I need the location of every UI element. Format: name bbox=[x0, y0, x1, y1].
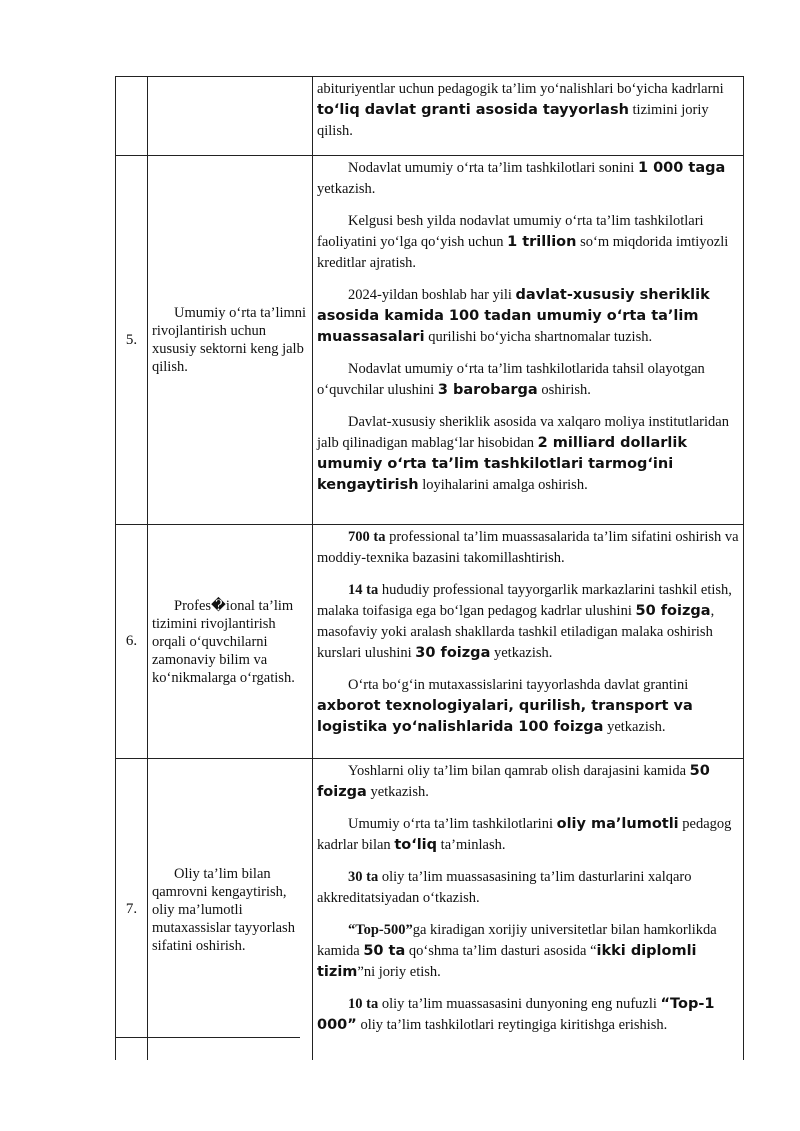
task-highlight: 50 ta bbox=[363, 943, 406, 959]
goal-cell bbox=[148, 525, 313, 759]
task-text: ta’minlash. bbox=[437, 837, 506, 853]
task-paragraph bbox=[317, 675, 740, 738]
task-highlight: 3 barobarga bbox=[437, 382, 538, 398]
goal-text: Profes�ional ta’lim tizimini rivojlantirish orqali o‘quvchilarni zamonaviy bilim va ko‘nikmalarga o‘rgatish. bbox=[152, 597, 295, 686]
task-highlight: 30 foizga bbox=[415, 645, 491, 661]
task-highlight: axborot texnologiyalari, qurilish, transport va logistika yo‘nalishlarida 100 foizga bbox=[317, 698, 693, 735]
task-paragraph bbox=[317, 580, 740, 664]
task-highlight: 1 trillion bbox=[507, 234, 577, 250]
task-highlight: 2 milliard dollarlik umumiy o‘rta ta’lim tashkilotlari tarmog‘ini kengaytirish bbox=[317, 435, 687, 493]
task-text: professional ta’lim muassasalarida ta’lim sifatini oshirish va moddiy-texnika bazasini takomillashtirish. bbox=[317, 529, 739, 566]
task-text: Nodavlat umumiy o‘rta ta’lim tashkilotlari sonini bbox=[348, 160, 638, 176]
task-text: yetkazish. bbox=[603, 719, 666, 735]
task-text: qo‘shma ta’lim dasturi asosida “ bbox=[405, 943, 597, 959]
task-text: , masofaviy yoki aralash shakllarda tashkil etiladigan malaka oshirish kurslari ulushini bbox=[317, 603, 715, 661]
task-paragraph bbox=[317, 412, 740, 496]
goal-text: Oliy ta’lim bilan qamrovni kengaytirish, oliy ma’lumotli mutaxassislar tayyorlash sifatini oshirish. bbox=[152, 865, 295, 954]
task-text: Yoshlarni oliy ta’lim bilan qamrab olish darajasini kamida bbox=[348, 763, 690, 779]
task-text: oliy ta’lim muassasasining ta’lim dasturlarini xalqaro akkreditatsiyadan o‘tkazish. bbox=[317, 869, 692, 906]
task-text: pedagog kadrlar bilan bbox=[317, 816, 732, 853]
task-paragraph bbox=[317, 285, 740, 348]
task-highlight: 30 ta bbox=[348, 869, 379, 885]
task-text: qurilishi bo‘yicha shartnomalar tuzish. bbox=[424, 329, 653, 345]
row-number: 7. bbox=[116, 759, 148, 1061]
task-text: 2024-yildan boshlab har yili bbox=[348, 287, 516, 303]
tasks-cell bbox=[313, 156, 744, 525]
task-text: so‘m miqdorida imtiyozli kreditlar ajratish. bbox=[317, 234, 729, 271]
task-text: yetkazish. bbox=[490, 645, 553, 661]
task-highlight: 10 ta bbox=[348, 996, 379, 1012]
task-highlight: oliy ma’lumotli bbox=[556, 816, 679, 832]
table-row bbox=[116, 525, 744, 759]
task-highlight: “Top-1 000” bbox=[317, 996, 715, 1033]
goal-cell bbox=[148, 77, 313, 156]
task-text: ”ni joriy etish. bbox=[357, 964, 441, 980]
task-paragraph bbox=[317, 79, 740, 142]
task-paragraph bbox=[317, 761, 740, 803]
tasks-cell bbox=[313, 77, 744, 156]
task-highlight: 50 foizga bbox=[317, 763, 710, 800]
task-text: oshirish. bbox=[537, 382, 591, 398]
task-paragraph bbox=[317, 527, 740, 569]
goal-text: Umumiy o‘rta ta’limni rivojlantirish uchun xususiy sektorni keng jalb qilish. bbox=[152, 305, 307, 375]
table-row bbox=[116, 77, 744, 156]
tasks-cell bbox=[313, 759, 744, 1061]
strategy-table-body bbox=[116, 77, 744, 1061]
task-text: hududiy professional tayyorgarlik markazlarini tashkil etish, malaka toifasiga ega bo‘lgan pedagog kadrlar ulushini bbox=[317, 582, 732, 619]
task-text: abituriyentlar uchun pedagogik ta’lim yo‘nalishlari bo‘yicha kadrlarni bbox=[317, 81, 724, 97]
task-text: Umumiy o‘rta ta’lim tashkilotlarini bbox=[348, 816, 557, 832]
table-row bbox=[116, 759, 744, 1061]
task-text: Nodavlat umumiy o‘rta ta’lim tashkilotlarida tahsil olayotgan o‘quvchilar ulushini bbox=[317, 361, 705, 398]
strategy-table bbox=[115, 76, 744, 1060]
goal-cell bbox=[148, 759, 313, 1061]
task-text: Kelgusi besh yilda nodavlat umumiy o‘rta ta’lim tashkilotlari faoliyatini yo‘lga qo‘yish uchun bbox=[317, 213, 704, 250]
tasks-cell bbox=[313, 525, 744, 759]
task-text: yetkazish. bbox=[317, 181, 376, 197]
task-highlight: davlat-xususiy sheriklik asosida kamida 100 tadan umumiy o‘rta ta’lim muassasalari bbox=[317, 287, 710, 345]
task-text: yetkazish. bbox=[366, 784, 429, 800]
task-text: oliy ta’lim muassasasini dunyoning eng nufuzli bbox=[378, 996, 661, 1012]
task-paragraph bbox=[317, 920, 740, 983]
task-highlight: ikki diplomli tizim bbox=[317, 943, 697, 980]
task-paragraph bbox=[317, 867, 740, 909]
task-highlight: to‘liq bbox=[394, 837, 438, 853]
task-paragraph bbox=[317, 158, 740, 200]
task-text: Davlat-xususiy sheriklik asosida va xalqaro moliya institutlaridan jalb qilinadigan mablag‘lar hisobidan bbox=[317, 414, 729, 451]
task-text: ga kiradigan xorijiy universitetlar bilan hamkorlikda kamida bbox=[317, 922, 717, 959]
row-number: 5. bbox=[116, 156, 148, 525]
task-highlight: “Top-500” bbox=[348, 922, 413, 938]
task-paragraph bbox=[317, 814, 740, 856]
task-text: tizimini joriy qilish. bbox=[317, 102, 709, 139]
row-number bbox=[116, 77, 148, 156]
row-number: 6. bbox=[116, 525, 148, 759]
task-highlight: 14 ta bbox=[348, 582, 379, 598]
task-text: O‘rta bo‘g‘in mutaxassislarini tayyorlashda davlat grantini bbox=[348, 677, 689, 693]
task-highlight: 1 000 taga bbox=[637, 160, 726, 176]
goal-cell bbox=[148, 156, 313, 525]
task-text: oliy ta’lim tashkilotlari reytingiga kiritishga erishish. bbox=[356, 1017, 668, 1033]
table-row bbox=[116, 156, 744, 525]
task-paragraph bbox=[317, 211, 740, 274]
task-text: loyihalarini amalga oshirish. bbox=[418, 477, 588, 493]
task-highlight: 50 foizga bbox=[635, 603, 711, 619]
task-highlight: 700 ta bbox=[348, 529, 386, 545]
task-highlight: to‘liq davlat granti asosida tayyorlash bbox=[317, 102, 629, 118]
task-paragraph bbox=[317, 994, 740, 1036]
task-paragraph bbox=[317, 359, 740, 401]
table-bottom-border bbox=[115, 1037, 300, 1039]
